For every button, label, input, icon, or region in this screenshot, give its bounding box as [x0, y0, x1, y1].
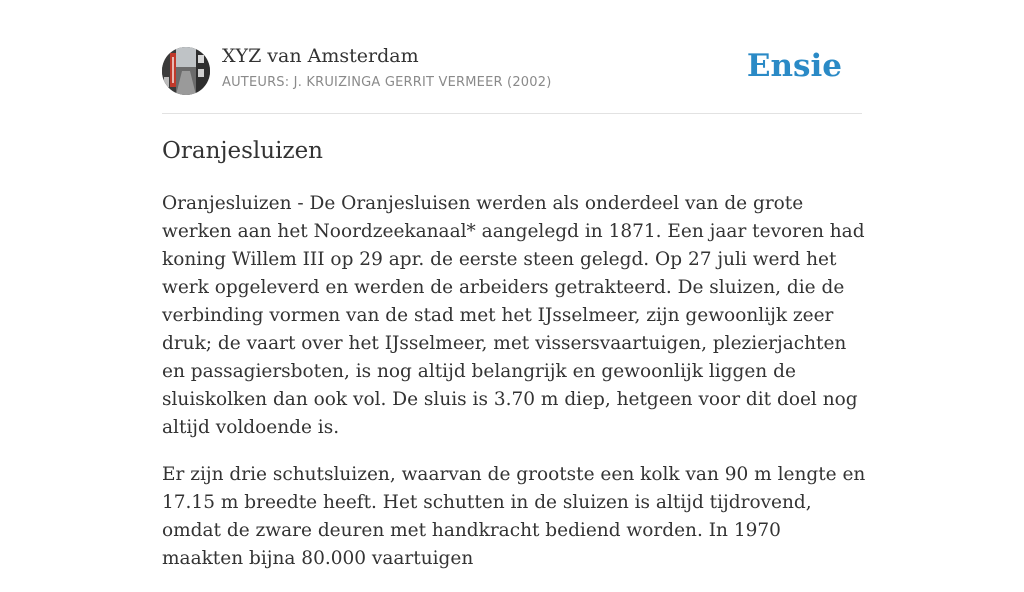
book-cover-avatar[interactable] — [162, 47, 210, 95]
page-container — [162, 0, 866, 569]
street-photo-icon — [162, 47, 210, 95]
entry-paragraph: Er zijn drie schutsluizen, waarvan de grootste een kolk van 90 m lengte en 17.15 m breedte heeft. Het schutten in de sluizen is altijd tijdrovend, omdat de zware deuren met handkracht bediend worden. In 1970 maakten bijna 80.000 vaartuigen — [162, 464, 866, 569]
book-authors: AUTEURS: J. KRUIZINGA GERRIT VERMEER (2002) — [222, 75, 552, 90]
entry-content — [162, 190, 867, 592]
book-title[interactable]: XYZ van Amsterdam — [222, 45, 419, 67]
entry-paragraph: Oranjesluizen - De Oranjesluisen werden als onderdeel van de grote werken aan het Noordzeekanaal* aangelegd in 1871. Een jaar tevoren had koning Willem III op 29 apr. de eerste steen gelegd. Op 27 juli werd het werk opgeleverd en werden de arbeiders getrakteerd. De sluizen, die de verbinding vormen van de stad met het IJsselmeer, zijn gewoonlijk zeer druk; de vaart over het IJsselmeer, met vissersvaartuigen, plezierjachten en passagiersboten, is nog altijd belangrijk en gewoonlijk liggen de sluiskolken dan ook vol. De sluis is 3.70 m diep, hetgeen voor dit doel nog altijd voldoende is. — [162, 193, 865, 438]
entry-title: Oranjesluizen — [162, 138, 323, 164]
header — [162, 0, 862, 114]
ensie-logo-link[interactable]: Ensie — [746, 48, 842, 84]
